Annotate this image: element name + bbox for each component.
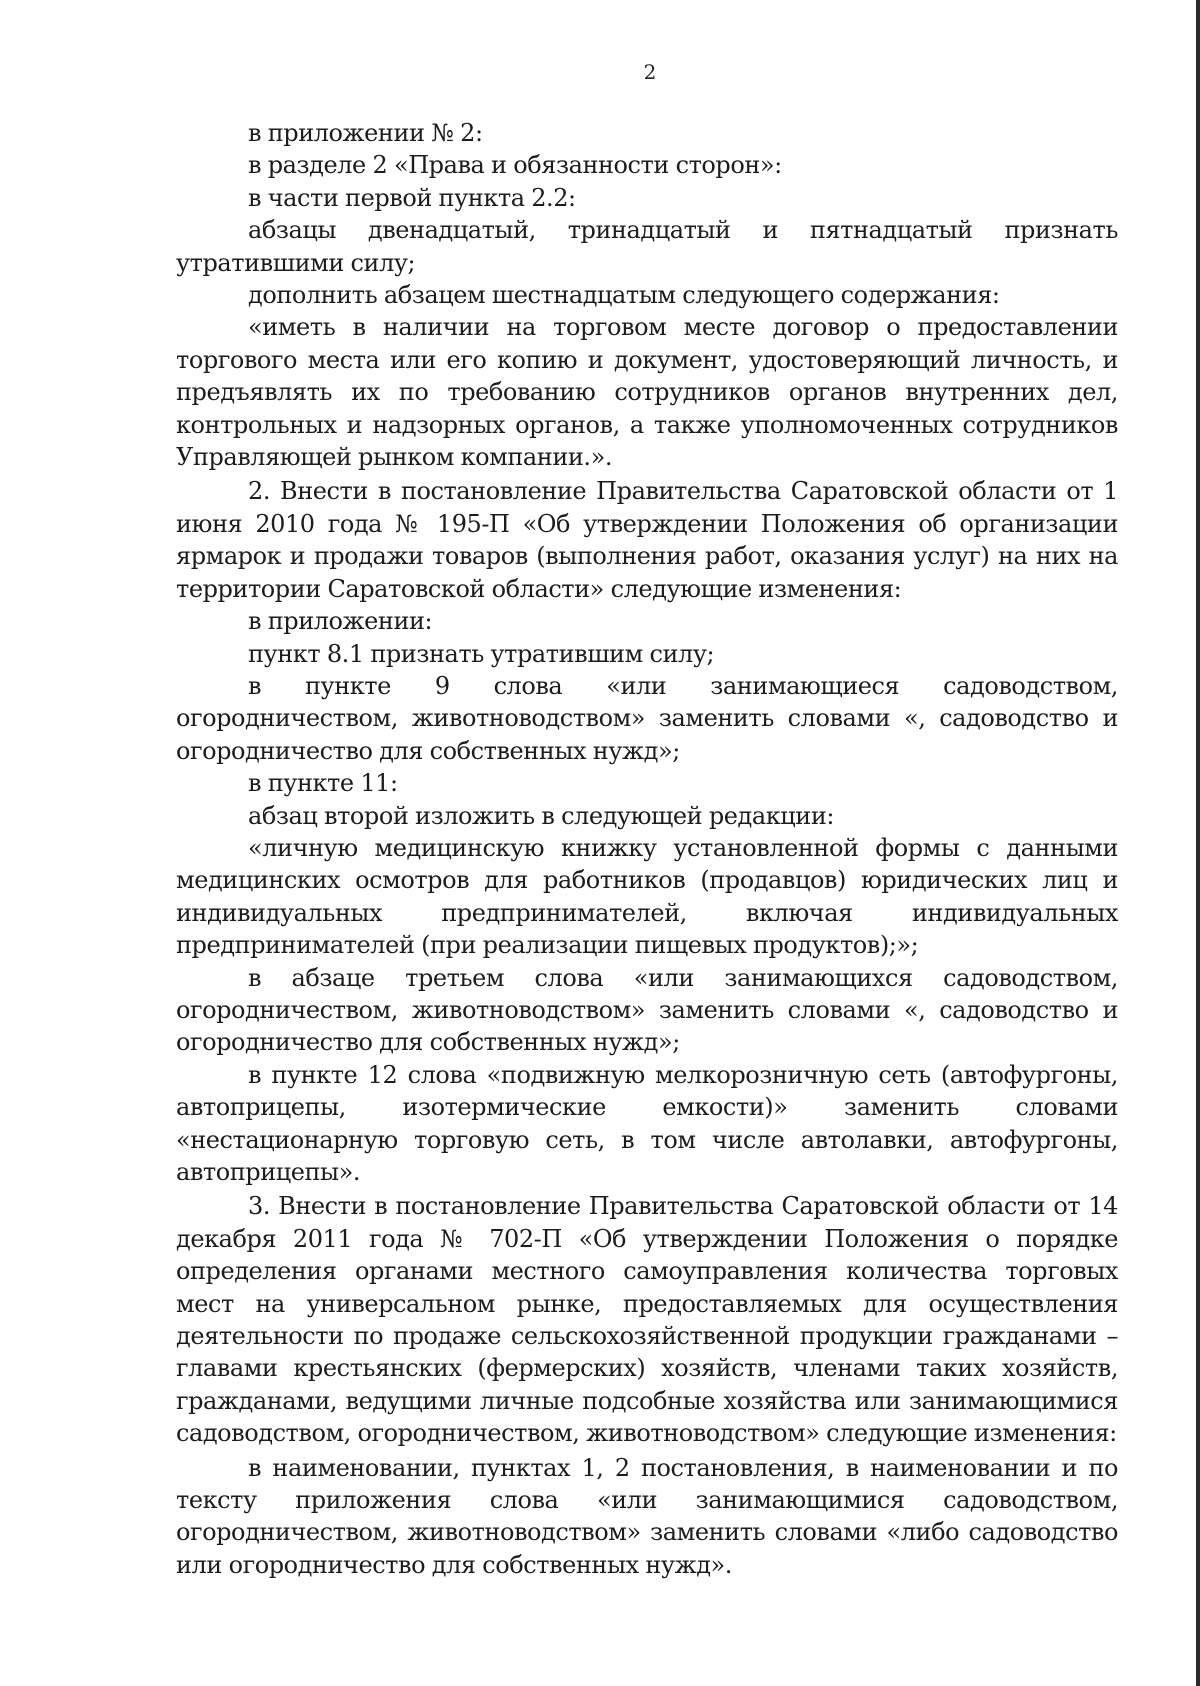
paragraph-5: дополнить абзацем шестнадцатым следующего содержания: (248, 281, 1000, 310)
scan-edge (1196, 0, 1200, 1686)
page-number: 2 (643, 60, 657, 84)
paragraph-3: в части первой пункта 2.2: (248, 183, 576, 212)
paragraph-8: в приложении: (248, 607, 433, 636)
paragraph-7: 2. Внести в постановление Правительства Саратовской области от 1 июня 2010 года № 195-П «Об утверждении Положения об организации ярмарок и продажи товаров (выполнения работ, оказания услуг) на них на территории Саратовской области» следующие изменения: (176, 477, 1118, 603)
paragraph-2: в разделе 2 «Права и обязанности сторон»: (248, 151, 782, 180)
paragraph-6: «иметь в наличии на торговом месте договор о предоставлении торгового места или его копию и документ, удостоверяющий личность, и предъявлять их по требованию сотрудников органов внутренних дел, контрольных и надзорных органов, а также уполномоченных сотрудников Управляющей рынком компании.». (176, 313, 1118, 472)
paragraph-16: 3. Внести в постановление Правительства Саратовской области от 14 декабря 2011 года № 702-П «Об утверждении Положения о порядке определения органами местного самоуправления количества торговых мест на универсальном рынке, предоставляемых для осуществления деятельности по продаже сельскохозяйственной продукции гражданами – главами крестьянских (фермерских) хозяйств, членами таких хозяйств, гражданами, ведущими личные подсобные хозяйства или занимающимися садоводством, огородничеством, животноводством» следующие изменения: (176, 1192, 1118, 1448)
paragraph-17: в наименовании, пунктах 1, 2 постановления, в наименовании и по тексту приложения слова «или занимающимися садоводством, огородничеством, животноводством» заменить словами «либо садоводство или огородничество для собственных нужд». (176, 1453, 1118, 1579)
paragraph-10: в пункте 9 слова «или занимающиеся садоводством, огородничеством, животноводством» заменить словами «, садоводство и огородничество для собственных нужд»; (176, 671, 1118, 765)
paragraph-1: в приложении № 2: (248, 119, 483, 147)
paragraph-12: абзац второй изложить в следующей редакции: (248, 801, 835, 830)
paragraph-11: в пункте 11: (248, 769, 398, 798)
paragraph-13: «личную медицинскую книжку установленной формы с данными медицинских осмотров для работников (продавцов) юридических лиц и индивидуальных предпринимателей, включая индивидуальных предпринимателей (при реализации пищевых продуктов);»; (176, 833, 1118, 960)
paragraph-4: абзацы двенадцатый, тринадцатый и пятнадцатый признать утратившими силу; (176, 216, 1118, 277)
paragraph-9: пункт 8.1 признать утратившим силу; (248, 639, 715, 668)
paragraph-15: в пункте 12 слова «подвижную мелкорозничную сеть (автофургоны, автоприцепы, изотермические емкости)» заменить словами «нестационарную торговую сеть, в том числе автолавки, автофургоны, автоприцепы». (176, 1060, 1118, 1186)
document-body (176, 117, 1118, 1581)
paragraph-14: в абзаце третьем слова «или занимающихся садоводством, огородничеством, животноводством» заменить словами «, садоводство и огородничество для собственных нужд»; (176, 963, 1118, 1057)
